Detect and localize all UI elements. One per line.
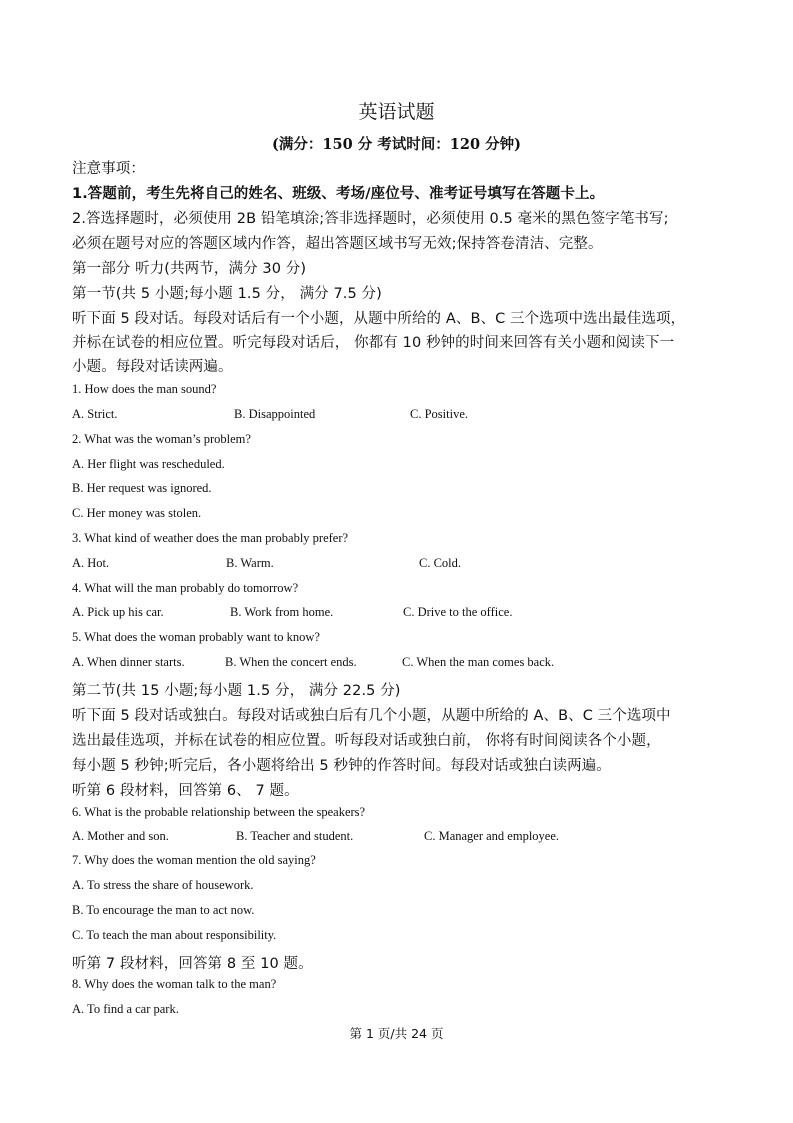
section-1-heading: 第一节(共 5 小题;每小题 1.5 分， 满分 7.5 分): [72, 286, 382, 302]
question-6-option-b: B. Teacher and student.: [236, 829, 354, 843]
question-2-stem: 2. What was the woman’s problem?: [72, 432, 251, 446]
question-5-option-c: C. When the man comes back.: [402, 655, 555, 669]
notice-item-2-line-2: 必须在题号对应的答题区域内作答，超出答题区域书写无效;保持答卷清洁、完整。: [72, 236, 603, 252]
question-1-option-b: B. Disappointed: [234, 407, 316, 421]
section-2-instruction-line-2: 选出最佳选项，并标在试卷的相应位置。听每段对话或独白前， 你将有时间阅读各个小题，: [72, 733, 661, 749]
section-2-heading: 第二节(共 15 小题;每小题 1.5 分， 满分 22.5 分): [72, 683, 401, 699]
question-3-option-a: A. Hot.: [72, 556, 110, 570]
section-1-instruction-line-1: 听下面 5 段对话。每段对话后有一个小题，从题中所给的 A、B、C 三个选项中选出最佳选项，: [72, 311, 686, 327]
section-1-instruction-line-3: 小题。每段对话读两遍。: [72, 359, 233, 375]
question-3-option-c: C. Cold.: [419, 556, 462, 570]
material-7-heading: 听第 7 段材料，回答第 8 至 10 题。: [72, 956, 313, 972]
question-2-option-c: C. Her money was stolen.: [72, 506, 202, 520]
notice-heading: 注意事项：: [72, 161, 145, 177]
section-2-instruction-line-3: 每小题 5 秒钟;听完后，各小题将给出 5 秒钟的作答时间。每段对话或独白读两遍。: [72, 758, 611, 774]
question-3-stem: 3. What kind of weather does the man probably prefer?: [72, 531, 349, 545]
question-5-option-a: A. When dinner starts.: [72, 655, 185, 669]
notice-item-2-line-1: 2.答选择题时，必须使用 2B 铅笔填涂;答非选择题时，必须使用 0.5 毫米的黑色签字笔书写;: [72, 211, 669, 227]
question-1-option-c: C. Positive.: [410, 407, 468, 421]
question-7-option-c: C. To teach the man about responsibility.: [72, 928, 277, 942]
question-5-option-b: B. When the concert ends.: [225, 655, 357, 669]
question-7-stem: 7. Why does the woman mention the old saying?: [72, 853, 316, 867]
question-6-stem: 6. What is the probable relationship between the speakers?: [72, 805, 366, 819]
material-6-heading: 听第 6 段材料，回答第 6、 7 题。: [72, 783, 299, 799]
question-3-option-b: B. Warm.: [226, 556, 274, 570]
question-4-option-a: A. Pick up his car.: [72, 605, 164, 619]
question-5-stem: 5. What does the woman probably want to know?: [72, 630, 320, 644]
question-1-option-a: A. Strict.: [72, 407, 118, 421]
notice-item-1: 1.答题前，考生先将自己的姓名、班级、考场/座位号、准考证号填写在答题卡上。: [72, 186, 605, 202]
question-2-option-a: A. Her flight was rescheduled.: [72, 457, 225, 471]
question-8-option-a: A. To find a car park.: [72, 1002, 179, 1016]
section-1-instruction-line-2: 并标在试卷的相应位置。听完每段对话后， 你都有 10 秒钟的时间来回答有关小题和阅读下一: [72, 335, 675, 351]
question-2-option-b: B. Her request was ignored.: [72, 481, 212, 495]
question-7-option-b: B. To encourage the man to act now.: [72, 903, 255, 917]
page-number: 第 1 页/共 24 页: [349, 1026, 444, 1041]
question-4-stem: 4. What will the man probably do tomorrow?: [72, 581, 299, 595]
question-7-option-a: A. To stress the share of housework.: [72, 878, 254, 892]
question-6-option-c: C. Manager and employee.: [424, 829, 560, 843]
question-1-stem: 1. How does the man sound?: [72, 382, 217, 396]
question-6-option-a: A. Mother and son.: [72, 829, 169, 843]
part-1-heading: 第一部分 听力(共两节，满分 30 分): [72, 261, 307, 277]
question-4-option-b: B. Work from home.: [230, 605, 334, 619]
section-2-instruction-line-1: 听下面 5 段对话或独白。每段对话或独白后有几个小题，从题中所给的 A、B、C 三个选项中: [72, 708, 671, 724]
exam-info: (满分：150 分 考试时间：120 分钟): [272, 136, 521, 153]
page-title: 英语试题: [358, 101, 435, 123]
question-8-stem: 8. Why does the woman talk to the man?: [72, 977, 277, 991]
question-4-option-c: C. Drive to the office.: [403, 605, 513, 619]
